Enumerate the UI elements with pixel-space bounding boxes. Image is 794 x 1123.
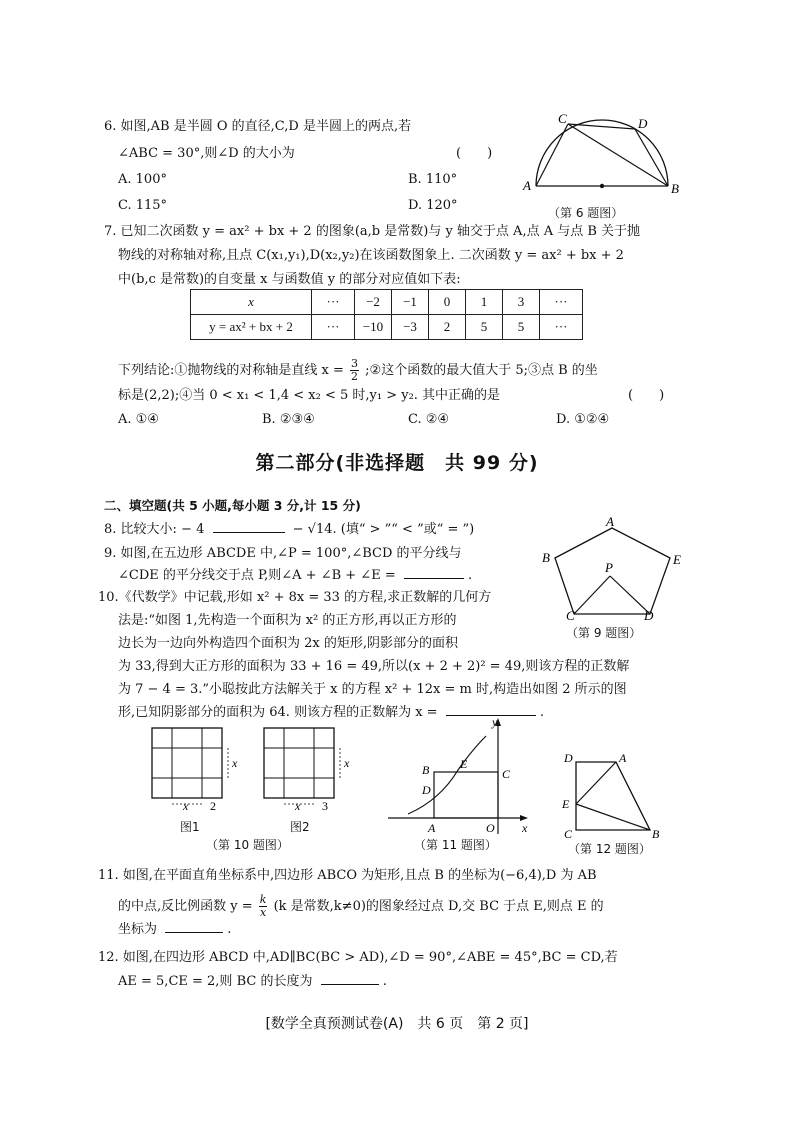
- q12-label-d: D: [564, 751, 573, 765]
- q6-label-a: A: [523, 178, 531, 193]
- q11-label-o: O: [486, 821, 495, 835]
- q11-line3-wrap: [118, 922, 231, 938]
- q6-label-d: D: [638, 116, 648, 131]
- q7-answer-paren: ( ): [628, 388, 665, 403]
- section-title: 第二部分(非选择题 共 99 分): [255, 452, 539, 474]
- q8-part-a: 8. 比较大小: − 4: [104, 522, 205, 537]
- q9-bisector-cp: [574, 576, 610, 614]
- q10-line1: 10.《代数学》中记载,形如 x² + 8x = 33 的方程,求正数解的几何方: [98, 590, 492, 605]
- q10-figure-caption: （第 10 题图）: [206, 838, 289, 852]
- q7-fraction-num: 3: [351, 357, 359, 370]
- q12-line2-wrap: [118, 974, 387, 990]
- q10-figure-1: [148, 724, 248, 824]
- q11-label-b: B: [422, 763, 430, 777]
- table-cell: −3: [392, 315, 429, 340]
- q11-figure-caption: （第 11 题图）: [414, 838, 497, 852]
- q10-line4: 为 33,得到大正方形的面积为 33 + 16 = 49,所以(x + 2 + 2)² = 49,则该方程的正数解: [118, 659, 630, 674]
- q12-label-a: A: [619, 751, 627, 765]
- table-cell: −10: [355, 315, 392, 340]
- table-cell: 5: [466, 315, 503, 340]
- q11-figure: [384, 714, 534, 838]
- q11-line1: 11. 如图,在平面直角坐标系中,四边形 ABCO 为矩形,且点 B 的坐标为(−6,4),D 为 AB: [98, 868, 597, 883]
- q10-line2: 法是:“如图 1,先构造一个面积为 x² 的正方形,再以正方形的: [118, 613, 457, 628]
- q10-fig1-label-x-right: x: [232, 756, 238, 770]
- q9-label-p: P: [605, 560, 613, 575]
- page-footer: [数学全真预测试卷(A) 共 6 页 第 2 页]: [265, 1016, 529, 1032]
- q6-option-d: D. 120°: [408, 198, 458, 213]
- q6-option-b: B. 110°: [408, 172, 458, 187]
- table-cell: x: [191, 290, 312, 315]
- q9-line2-end: .: [468, 568, 473, 583]
- q11-fraction-num: k: [259, 893, 267, 906]
- q12-figure-caption: （第 12 题图）: [568, 842, 651, 856]
- q11-label-y: y: [492, 715, 498, 729]
- q6-chord-cd: [568, 124, 635, 129]
- q9-figure: [540, 516, 688, 622]
- q12-quadrilateral: [576, 762, 650, 830]
- part2-heading: 二、填空题(共 5 小题,每小题 3 分,计 15 分): [104, 498, 361, 513]
- table-cell: ···: [312, 290, 355, 315]
- q6-figure: [518, 112, 688, 198]
- q6-answer-paren: ( ): [456, 146, 493, 161]
- q9-answer-blank[interactable]: [404, 578, 464, 579]
- table-cell: y = ax² + bx + 2: [191, 315, 312, 340]
- q6-line2: ∠ABC = 30°,则∠D 的大小为: [118, 146, 295, 161]
- q6-label-b: B: [671, 181, 679, 196]
- q7-option-c: C. ②④: [408, 412, 450, 427]
- q10-line3: 边长为一边向外构造四个面积为 2x 的矩形,阴影部分的面积: [118, 636, 458, 651]
- q6-line1: 6. 如图,AB 是半圆 O 的直径,C,D 是半圆上的两点,若: [104, 119, 412, 134]
- q12-line1: 12. 如图,在四边形 ABCD 中,AD∥BC(BC > AD),∠D = 90°,∠ABE = 45°,BC = CD,若: [98, 950, 618, 965]
- q11-line2-wrap: [118, 894, 604, 919]
- table-cell: ···: [540, 315, 583, 340]
- q9-figure-caption: （第 9 题图）: [566, 626, 642, 640]
- table-cell: ···: [540, 290, 583, 315]
- q6-center-point: [600, 184, 604, 188]
- q7-option-a: A. ①④: [118, 412, 159, 427]
- q7-value-table: [190, 289, 583, 340]
- q10-figure-2: [260, 724, 360, 824]
- q10-fig1-caption: 图1: [180, 820, 200, 834]
- q8-line: [104, 522, 474, 538]
- q7-conclusion-start: 下列结论:①抛物线的对称轴是直线 x =: [118, 363, 344, 378]
- q10-fig1-label-x-bottom: x: [183, 799, 189, 813]
- q7-fraction: [350, 358, 359, 383]
- q7-line1: 7. 已知二次函数 y = ax² + bx + 2 的图象(a,b 是常数)与 y 轴交于点 A,点 A 与点 B 关于抛: [104, 224, 641, 239]
- q10-fig2-outer-square: [264, 728, 334, 798]
- q11-label-a: A: [428, 821, 436, 835]
- q12-label-c: C: [564, 827, 573, 841]
- q10-fig2-label-x-right: x: [344, 756, 350, 770]
- q11-line2-start: 的中点,反比例函数 y =: [118, 899, 253, 914]
- q10-line6: 形,已知阴影部分的面积为 64. 则该方程的正数解为 x =: [118, 705, 438, 720]
- q11-line3: 坐标为: [118, 922, 158, 937]
- q12-figure: [556, 744, 664, 842]
- q6-label-c: C: [558, 112, 567, 126]
- q7-line2: 物线的对称轴对称,且点 C(x₁,y₁),D(x₂,y₂)在该函数图象上. 二次函数 y = ax² + bx + 2: [118, 248, 624, 263]
- q6-figure-caption: （第 6 题图）: [548, 206, 624, 220]
- q11-line3-end: .: [227, 922, 232, 937]
- q10-fig2-caption: 图2: [290, 820, 310, 834]
- q7-conclusion-line2: 标是(2,2);④当 0 < x₁ < 1,4 < x₂ < 5 时,y₁ > y₂. 其中正确的是: [118, 388, 501, 403]
- q7-line3: 中(b,c 是常数)的自变量 x 与函数值 y 的部分对应值如下表:: [118, 272, 461, 287]
- table-cell: 5: [503, 315, 540, 340]
- q10-fig1-outer-square: [152, 728, 222, 798]
- q6-semicircle-arc: [536, 120, 668, 186]
- q11-line2-rest: (k 是常数,k≠0)的图象经过点 D,交 BC 于点 E,则点 E 的: [273, 899, 604, 914]
- q11-label-e: E: [460, 757, 468, 771]
- q6-chord-ac: [536, 124, 568, 186]
- table-cell: 3: [503, 290, 540, 315]
- q9-label-c: C: [566, 608, 575, 622]
- table-cell: 2: [429, 315, 466, 340]
- q9-line2-wrap: [118, 568, 472, 584]
- q9-line1: 9. 如图,在五边形 ABCDE 中,∠P = 100°,∠BCD 的平分线与: [104, 546, 462, 561]
- table-cell: 0: [429, 290, 466, 315]
- q11-fraction: [259, 894, 268, 919]
- q7-conclusion-line1: [118, 358, 598, 383]
- q10-line5: 为 7 − 4 = 3.”小聪按此方法解关于 x 的方程 x² + 12x = m 时,构造出如图 2 所示的图: [118, 682, 627, 697]
- q9-label-d: D: [644, 608, 654, 622]
- table-cell: ···: [312, 315, 355, 340]
- table-row: [191, 290, 583, 315]
- q12-segment-ae: [576, 762, 616, 804]
- q6-option-a: A. 100°: [118, 172, 167, 187]
- q11-label-x: x: [522, 821, 528, 835]
- q11-rectangle-abco: [434, 772, 498, 818]
- q10-fig2-label-x-bottom: x: [295, 799, 301, 813]
- q11-label-c: C: [502, 767, 511, 781]
- table-cell: −2: [355, 290, 392, 315]
- table-row: [191, 315, 583, 340]
- q11-label-d: D: [422, 783, 431, 797]
- q7-conclusion-rest: ;②这个函数的最大值大于 5;③点 B 的坐: [365, 363, 598, 378]
- q7-option-d: D. ①②④: [556, 412, 610, 427]
- q11-hyperbola: [408, 736, 486, 814]
- q8-answer-blank[interactable]: [213, 532, 285, 533]
- q12-label-b: B: [652, 827, 660, 841]
- table-cell: 1: [466, 290, 503, 315]
- q7-option-b: B. ②③④: [262, 412, 315, 427]
- q9-line2: ∠CDE 的平分线交于点 P,则∠A + ∠B + ∠E =: [118, 568, 396, 583]
- q12-answer-blank[interactable]: [321, 984, 379, 985]
- q10-fig1-label-2: 2: [210, 799, 216, 813]
- q6-option-c: C. 115°: [118, 198, 168, 213]
- q12-label-e: E: [562, 797, 570, 811]
- q12-line2: AE = 5,CE = 2,则 BC 的长度为: [118, 974, 313, 989]
- q8-part-b: − √14. (填“ > ”“ < ”或“ = ”): [292, 522, 475, 537]
- table-cell: −1: [392, 290, 429, 315]
- q9-label-e: E: [673, 552, 681, 567]
- q7-fraction-den: 2: [351, 370, 359, 383]
- q12-line2-end: .: [382, 974, 387, 989]
- q6-chord-db: [635, 129, 668, 186]
- q10-line6-end: .: [539, 705, 544, 720]
- q6-chord-cb: [568, 124, 668, 186]
- q10-fig2-label-3: 3: [322, 799, 328, 813]
- q11-answer-blank[interactable]: [165, 932, 223, 933]
- q11-fraction-den: x: [260, 906, 267, 919]
- q9-label-b: B: [542, 550, 550, 565]
- q9-label-a: A: [606, 516, 614, 529]
